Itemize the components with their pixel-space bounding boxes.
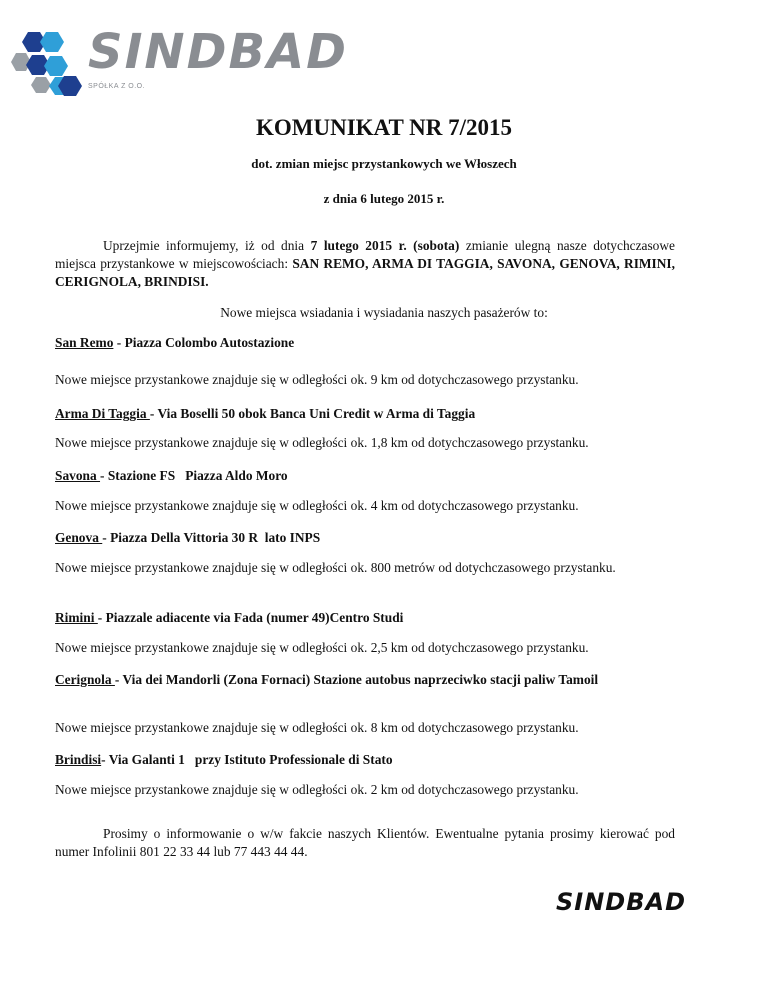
stop-sep: -	[102, 530, 111, 545]
logo-subtitle: SPÓŁKA Z O.O.	[88, 83, 146, 90]
intro-bold-date: 7 lutego 2015 r. (sobota)	[310, 238, 460, 253]
stop-place: Via dei Mandorli (Zona Fornaci) Stazione autobus naprzeciwko stacji paliw Tamoil	[122, 672, 599, 687]
stop-place: Piazza Della Vittoria 30 R lato INPS	[110, 530, 321, 545]
stop-place: Piazza Colombo Autostazione	[124, 335, 295, 350]
stop-city: Arma Di Taggia	[55, 406, 150, 421]
document-date: z dnia 6 lutego 2015 r.	[323, 191, 445, 206]
stop-city: Cerignola	[55, 672, 115, 687]
stop-heading-savona	[55, 467, 675, 485]
stop-heading-cerignola	[55, 671, 675, 689]
stop-place: Via Boselli 50 obok Banca Uni Credit w Arma di Taggia	[157, 406, 476, 421]
stop-city: Savona	[55, 468, 101, 483]
stop-place: Stazione FS Piazza Aldo Moro	[107, 468, 288, 483]
hexagon-logo-icon	[10, 22, 90, 98]
stop-note-san-remo: Nowe miejsce przystankowe znajduje się w odległości ok. 9 km od dotychczasowego przystanku.	[55, 372, 579, 387]
stop-heading-arma-di-taggia	[55, 405, 675, 423]
stop-city: Brindisi	[55, 752, 102, 767]
stop-sep: -	[97, 610, 106, 625]
stop-place: Via Galanti 1 przy Istituto Professionale di Stato	[108, 752, 393, 767]
stop-note-rimini: Nowe miejsce przystankowe znajduje się w odległości ok. 2,5 km od dotychczasowego przystanku.	[55, 640, 589, 655]
intro-bold-cities: SAN REMO, ARMA DI TAGGIA, SAVONA, GENOVA, RIMINI, CERIGNOLA, BRINDISI.	[55, 256, 675, 289]
company-logo	[10, 22, 349, 102]
intro-paragraph	[55, 237, 675, 291]
stop-heading-genova	[55, 529, 675, 547]
stop-sep: -	[101, 752, 109, 767]
stop-note-cerignola: Nowe miejsce przystankowe znajduje się w odległości ok. 8 km od dotychczasowego przystanku.	[55, 720, 579, 735]
stop-city: Rimini	[55, 610, 98, 625]
lead-line: Nowe miejsca wsiadania i wysiadania naszych pasażerów to:	[220, 305, 548, 320]
stop-place: Piazzale adiacente via Fada (numer 49)Centro Studi	[105, 610, 404, 625]
stop-city: San Remo	[55, 335, 114, 350]
stop-heading-san-remo	[55, 334, 675, 352]
stop-note-genova: Nowe miejsce przystankowe znajduje się w odległości ok. 800 metrów od dotychczasowego przystanku.	[55, 560, 616, 575]
intro-text-1: Uprzejmie informujemy, iż od dnia	[103, 238, 311, 253]
intro-text-2: zmianie ulegną nasze dotychczasowe miejsca przystankowe w miejscowościach:	[55, 238, 675, 271]
stop-note-savona: Nowe miejsce przystankowe znajduje się w odległości ok. 4 km od dotychczasowego przystanku.	[55, 498, 579, 513]
stop-note-brindisi: Nowe miejsce przystankowe znajduje się w odległości ok. 2 km od dotychczasowego przystanku.	[55, 782, 579, 797]
stop-sep: -	[149, 406, 158, 421]
stop-sep: -	[114, 672, 123, 687]
signature-logo: SINDBAD	[556, 888, 687, 916]
closing-paragraph: Prosimy o informowanie o w/w fakcie naszych Klientów. Ewentualne pytania prosimy kierować pod numer Infolinii 801 22 33 44 lub 77 443 44 44.	[55, 826, 675, 859]
stop-note-arma-di-taggia: Nowe miejsce przystankowe znajduje się w odległości ok. 1,8 km od dotychczasowego przystanku.	[55, 435, 589, 450]
document-title: KOMUNIKAT NR 7/2015	[256, 115, 512, 140]
stop-sep: -	[100, 468, 108, 483]
stop-heading-brindisi	[55, 751, 675, 769]
document-subtitle: dot. zmian miejsc przystankowych we Włoszech	[251, 156, 517, 171]
stop-city: Genova	[55, 530, 103, 545]
stop-sep: -	[113, 335, 125, 350]
logo-brand-text: SINDBAD	[88, 24, 349, 80]
stop-heading-rimini	[55, 609, 675, 627]
